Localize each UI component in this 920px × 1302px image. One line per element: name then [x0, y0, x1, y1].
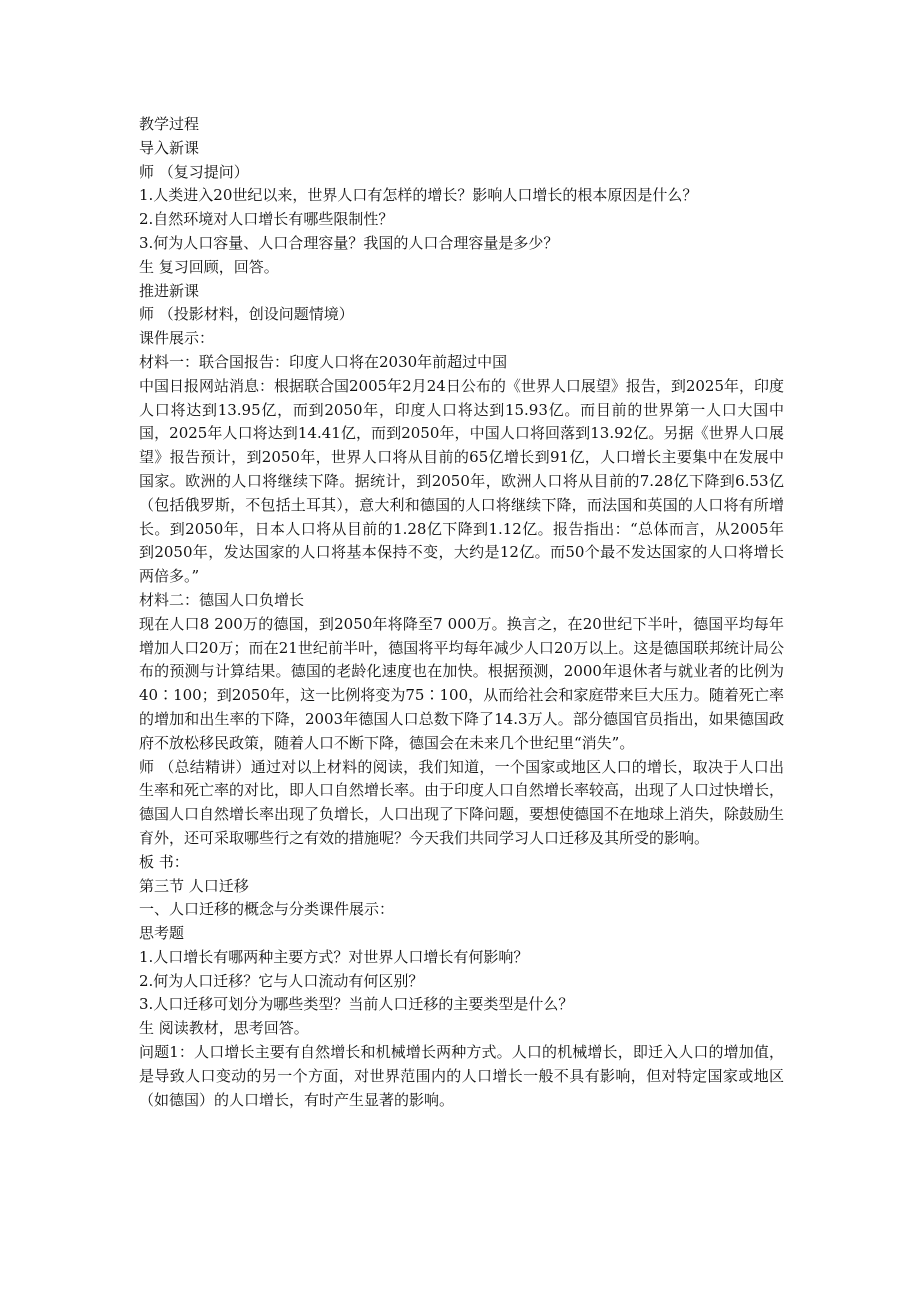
teacher-line-review: 师 （复习提问） [139, 162, 249, 181]
review-question-1: 1.人类进入20世纪以来，世界人口有怎样的增长？影响人口增长的根本原因是什么？ [139, 186, 698, 205]
section-title-migration: 第三节 人口迁移 [139, 876, 249, 895]
courseware-label: 课件展示： [139, 329, 215, 348]
review-question-2: 2.自然环境对人口增长有哪些限制性？ [139, 210, 394, 229]
thinking-question-3: 3.人口迁移可划分为哪些类型？当前人口迁移的主要类型是什么？ [139, 995, 574, 1014]
material-two-body: 现在人口8 200万的德国，到2050年将降至7 000万。换言之，在20世纪下半叶，德国平均每年增加人口20万；而在21世纪前半叶，德国将平均每年减少人口20万以上。这是德国联邦统计局公布的预测与计算结果。德国的老龄化速度也在加快。根据预测，2000年退休者与就业者的比例为40∶100；到2050年，这一比例将变为75∶100，从而给社会和家庭带来巨大压力。随着死亡率的增加和出生率的下降，2003年德国人口总数下降了14.3万人。部分德国官员指出，如果德国政府不放松移民政策，随着人口不断下降，德国会在未来几个世纪里“消失”。 [139, 614, 784, 752]
material-one-body: 中国日报网站消息：根据联合国2005年2月24日公布的《世界人口展望》报告，到2025年，印度人口将达到13.95亿，而到2050年，印度人口将达到15.93亿。而目前的世界第一人口大国中国，2025年人口将达到14.41亿，而到2050年，中国人口将回落到13.92亿。另据《世界人口展望》报告预计，到2050年，世界人口将从目前的65亿增长到91亿，人口增长主要集中在发展中国家。欧洲的人口将继续下降。据统计，到2050年，欧洲人口将从目前的7.28亿下降到6.53亿（包括俄罗斯，不包括土耳其），意大利和德国的人口将继续下降，而法国和英国的人口将有所增长。到2050年，日本人口将从目前的1.28亿下降到1.12亿。报告指出：“总体而言，从2005年到2050年，发达国家的人口将基本保持不变，大约是12亿。而50个最不发达国家的人口将增长两倍多。” [139, 376, 784, 586]
subsection-concept: 一、人口迁移的概念与分类课件展示： [139, 900, 395, 919]
material-two-title: 材料二：德国人口负增长 [139, 590, 305, 609]
blackboard-label: 板 书： [139, 852, 189, 871]
student-line-review: 生 复习回顾，回答。 [139, 257, 279, 276]
teacher-summary: 师 （总结精讲）通过对以上材料的阅读，我们知道，一个国家或地区人口的增长，取决于人口出生率和死亡率的对比，即人口自然增长率。由于印度人口自然增长率较高，出现了人口过快增长，德国人口自然增长率出现了负增长，人口出现了下降问题，要想使德国不在地球上消失，除鼓励生育外，还可采取哪些行之有效的措施呢？今天我们共同学习人口迁移及其所受的影响。 [139, 757, 785, 847]
thinking-question-2: 2.何为人口迁移？它与人口流动有何区别？ [139, 971, 424, 990]
thinking-questions-label: 思考题 [139, 924, 185, 943]
review-question-3: 3.何为人口容量、人口合理容量？我国的人口合理容量是多少？ [139, 233, 559, 252]
student-line-reading: 生 阅读教材，思考回答。 [139, 1019, 309, 1038]
section-heading-new-lesson: 推进新课 [139, 281, 200, 300]
teacher-line-materials: 师 （投影材料，创设问题情境） [139, 305, 354, 324]
thinking-question-1: 1.人口增长有哪两种主要方式？对世界人口增长有何影响？ [139, 947, 529, 966]
section-heading-teaching-process: 教学过程 [139, 115, 200, 133]
section-heading-intro: 导入新课 [139, 138, 200, 157]
answer-question-1: 问题1：人口增长主要有自然增长和机械增长两种方式。人口的机械增长，即迁入人口的增加值，是导致人口变动的另一个方面，对世界范围内的人口增长一般不具有影响，但对特定国家或地区（如德国）的人口增长，有时产生显著的影响。 [139, 1043, 784, 1109]
document-body [139, 113, 784, 1112]
material-one-title: 材料一：联合国报告：印度人口将在2030年前超过中国 [139, 352, 508, 371]
